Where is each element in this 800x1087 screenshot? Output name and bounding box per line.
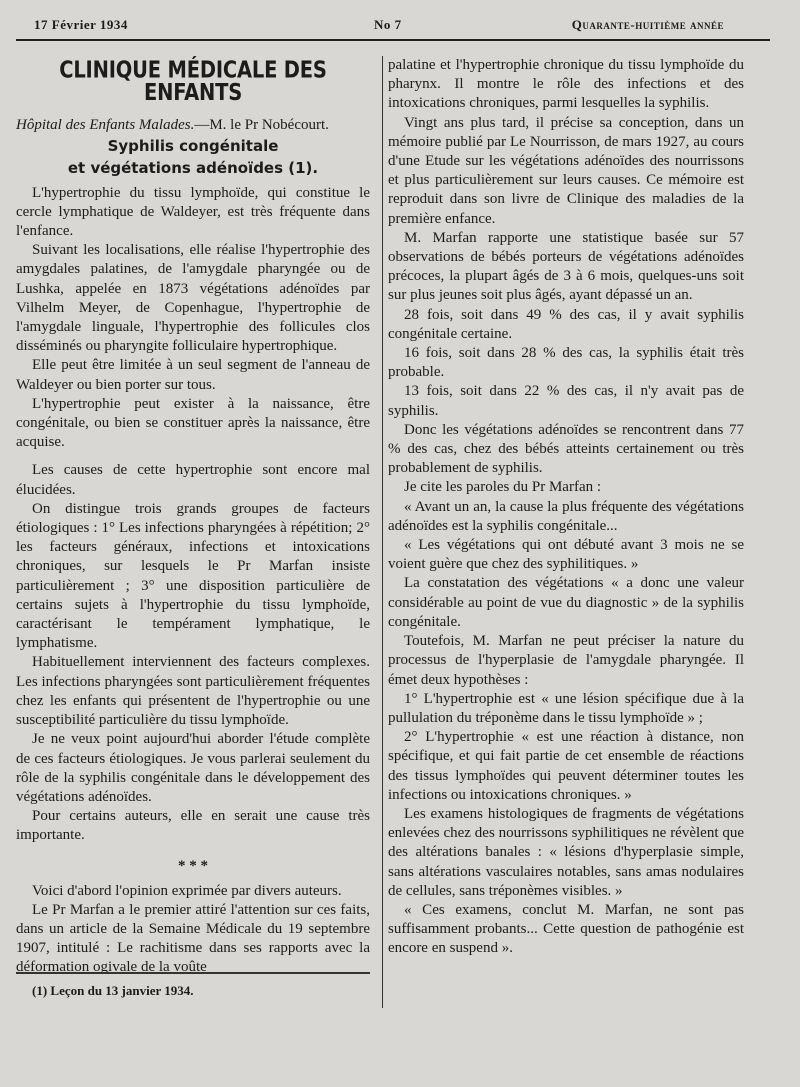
issue-number: No 7 [374, 17, 402, 32]
paragraph: 28 fois, soit dans 49 % des cas, il y avait syphilis congénitale certaine. [388, 306, 744, 342]
article-subtitle-1: Syphilis congénitale [107, 136, 279, 155]
paragraph: Pour certains auteurs, elle en serait une cause très importante. [16, 808, 370, 844]
paragraph: Le Pr Marfan a le premier attiré l'attention sur ces faits, dans un article de la Semaine Médicale du 19 septembre 1907, intitulé : Le rachitisme dans ses rapports avec la déformation ogivale de la voûte [16, 901, 370, 976]
header-rule [16, 39, 770, 41]
paragraph: Je cite les paroles du Pr Marfan : [404, 479, 602, 496]
paragraph: 13 fois, soit dans 22 % des cas, il n'y avait pas de syphilis. [388, 383, 744, 419]
right-column [388, 56, 744, 959]
hospital-line [16, 116, 370, 135]
running-header [16, 17, 792, 39]
section-title: CLINIQUE MÉDICALE DES ENFANTS [59, 55, 327, 107]
paragraph: « Ces examens, conclut M. Marfan, ne sont pas suffisamment probants... Cette question de pathogénie est encore en suspend ». [388, 901, 744, 957]
paragraph: M. Marfan rapporte une statistique basée sur 57 observations de bébés porteurs de végétations adénoïdes précoces, la plupart âgés de 3 à 6 mois, quelques-uns soit sur plus jeunes soit plus âgés, ayant dépassé un an. [388, 229, 744, 304]
column-divider [382, 56, 383, 1008]
paragraph: La constatation des végétations « a donc une valeur considérable au point de vue du diagnostic » de la syphilis congénitale. [388, 575, 744, 630]
left-column [16, 55, 370, 978]
issue-date: 17 Février 1934 [34, 17, 128, 32]
section-asterism: * * * [178, 857, 208, 874]
paragraph: L'hypertrophie peut exister à la naissance, être congénitale, ou bien se constituer après la naissance, être acquise. [16, 395, 370, 451]
article-subtitle-2: et végétations adénoïdes (1). [67, 158, 319, 177]
hospital-name: Hôpital des Enfants Malades. [16, 117, 195, 134]
paragraph: Habituellement interviennent des facteurs complexes. Les infections pharyngées sont particulièrement fréquentes chez les enfants qui présentent de l'hypertrophie ou une susceptibilité particulière du tissu lymphoïde. [16, 654, 370, 729]
paragraph: Toutefois, M. Marfan ne peut préciser la nature du processus de l'hyperplasie de l'amygdale pharyngée. Il émet deux hypothèses : [388, 633, 744, 688]
paragraph: « Avant un an, la cause la plus fréquente des végétations adénoïdes est la syphilis congénitale... [388, 498, 744, 534]
paragraph: Je ne veux point aujourd'hui aborder l'étude complète de ces facteurs étiologiques. Je vous parlerai seulement du rôle de la syphilis congénitale dans le développement des végétations adénoïdes. [16, 731, 370, 805]
paragraph: Elle peut être limitée à un seul segment de l'anneau de Waldeyer ou bien porter sur tous. [16, 357, 370, 393]
footnote: (1) Leçon du 13 janvier 1934. [32, 983, 194, 998]
paragraph: On distingue trois grands groupes de facteurs étiologiques : 1° Les infections pharyngées à répétition; 2° les facteurs généraux, infections et intoxications chroniques, sur lesquels le Pr Marfan insiste particulièrement ; 3° une disposition particulière de certains sujets à l'hypertrophie du tissu lymphoïde, caractérisant le tempérament lymphatique, le lymphatisme. [16, 500, 370, 652]
paragraph: palatine et l'hypertrophie chronique du tissu lymphoïde du pharynx. Il montre le rôle des infections et des intoxications chroniques, parmi lesquelles la syphilis. [388, 57, 744, 112]
paragraph: Vingt ans plus tard, il précise sa conception, dans un mémoire publié par Le Nourrisson, de mars 1927, au cours d'une Etude sur les végétations adénoïdes des nourrissons et plus particulièrement sur leurs causes. Ce mémoire est reproduit dans son livre de Clinique des maladies de la première enfance. [388, 114, 744, 227]
hospital-author: —M. le Pr Nobécourt. [194, 117, 329, 134]
paragraph: Donc les végétations adénoïdes se rencontrent dans 77 % des cas, chez des bébés atteints certainement ou très probablement de syphilis. [388, 421, 744, 477]
paragraph: 1° L'hypertrophie est « une lésion spécifique due à la pullulation du tréponème dans le tissu lymphoïde » ; [388, 690, 744, 726]
paragraph: 2° L'hypertrophie « est une réaction à distance, non spécifique, et qui fait partie de cet ensemble de réactions des tissus lymphoïdes qui peuvent déterminer toutes les infections ou intoxications chroniques. » [388, 729, 744, 803]
paragraph: Voici d'abord l'opinion exprimée par divers auteurs. [32, 882, 342, 899]
paragraph: Les examens histologiques de fragments de végétations enlevées chez des nourrissons syphilitiques ne révèlent que des altérations banales : « lésions d'hyperplasie simple, sans altérations vasculaires notables, sans amas nodulaires de cellules, sans tréponèmes visibles. » [388, 805, 744, 899]
paragraph: Les causes de cette hypertrophie sont encore mal élucidées. [16, 462, 370, 498]
footnote-rule [16, 972, 370, 974]
volume-year: Quarante-huitième année [571, 17, 724, 32]
paragraph: 16 fois, soit dans 28 % des cas, la syphilis était très probable. [388, 345, 744, 381]
paragraph: « Les végétations qui ont débuté avant 3 mois ne se voient guère que chez des syphilitiques. » [388, 537, 744, 573]
paragraph: L'hypertrophie du tissu lymphoïde, qui constitue le cercle lymphatique de Waldeyer, est très fréquente dans l'enfance. [16, 184, 370, 240]
paragraph: Suivant les localisations, elle réalise l'hypertrophie des amygdales palatines, de l'amygdale pharyngée ou de Lushka, appelée en 1873 végétations adénoïdes par Vilhelm Meyer, de Copenhague, l'hypertrophie de l'amygdale linguale, l'hypertrophie des follicules clos disséminés ou pharyngite folliculaire hypertrophique. [16, 242, 370, 355]
